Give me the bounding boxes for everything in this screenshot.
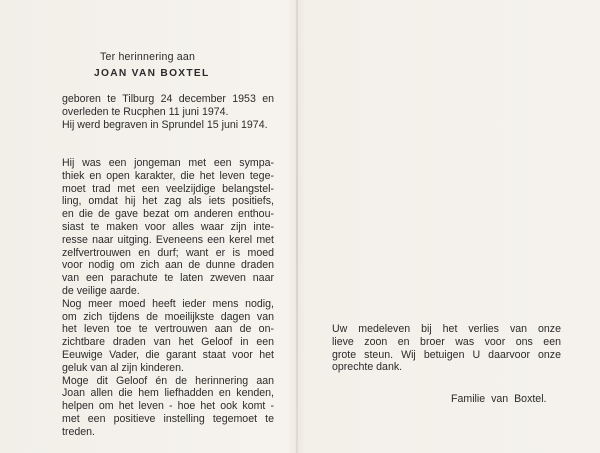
- memorial-text: [62, 157, 274, 439]
- text-line: zichtbare draden van het Geloof in een: [62, 336, 274, 349]
- text-line: grote steun. Wij betuigen U daarvoor onze: [332, 348, 561, 361]
- text-line: Nog meer moed heeft ieder mens nodig,: [62, 297, 274, 310]
- text-line: met een positieve instelling tegemoet te: [62, 412, 274, 425]
- deceased-name: JOAN VAN BOXTEL: [94, 68, 210, 79]
- text-line: siast te maken voor alles waar zijn inte-: [62, 220, 274, 233]
- text-line: voor nodig om zich aan de dunne draden: [62, 259, 274, 272]
- text-line: ling, omdat hij het zag als iets positiefs,: [62, 195, 274, 208]
- text-line: geluk van al zijn kinderen.: [62, 361, 184, 374]
- text-line: Hij was een jongeman met een sympa-: [62, 157, 274, 169]
- card-fold: [296, 0, 298, 453]
- text-line: om zich tijdens de moeilijkste dagen van: [62, 310, 274, 323]
- text-line: van een parachute te laten zweven naar: [62, 272, 274, 285]
- text-line: Moge dit Geloof én de herinnering aan: [62, 374, 274, 387]
- text-line: de veilige aarde.: [62, 284, 140, 297]
- family-signature: Familie van Boxtel.: [451, 393, 547, 405]
- text-line: moet trad met een veelzijdige belangstel-: [62, 182, 274, 195]
- text-line: resse naar uitging. Eveneens een kerel met: [62, 233, 274, 246]
- text-line: het leven toe te vertrouwen aan de on-: [62, 323, 274, 336]
- text-line: helpen om het leven - hoe het ook komt -: [62, 400, 274, 413]
- info-line: Hij werd begraven in Sprundel 15 juni 1974.: [62, 118, 268, 131]
- text-line: en die de gave bezat om anderen enthou-: [62, 208, 274, 221]
- text-line: lieve zoon en broer was voor ons een: [332, 335, 561, 348]
- thanks-text: [332, 323, 561, 374]
- text-line: Joan allen die hem liefhadden en kenden,: [62, 387, 274, 400]
- text-line: thiek en open karakter, die het leven tege-: [62, 169, 274, 182]
- info-line: geboren te Tilburg 24 december 1953 en: [62, 93, 274, 105]
- text-line: oprechte dank.: [332, 361, 403, 374]
- birth-death-info: [62, 93, 274, 131]
- text-line: Eeuwige Vader, die garant staat voor het: [62, 348, 274, 361]
- text-line: treden.: [62, 425, 95, 438]
- info-line: overleden te Rucphen 11 juni 1974.: [62, 105, 229, 118]
- text-line: zelfvertrouwen en durf; want er is moed: [62, 246, 274, 259]
- text-line: Uw medeleven bij het verlies van onze: [332, 323, 561, 335]
- heading: Ter herinnering aan: [100, 51, 196, 63]
